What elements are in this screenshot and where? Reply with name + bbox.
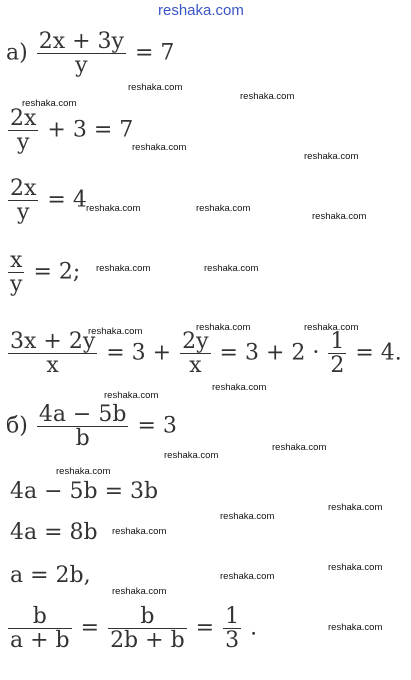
numerator: 4a − 5b	[38, 402, 127, 427]
fraction	[8, 249, 24, 296]
watermark: reshaka.com	[240, 91, 295, 102]
numerator: 3x + 2y	[10, 329, 96, 354]
watermark: reshaka.com	[112, 586, 167, 597]
part-b-eq1	[6, 403, 177, 450]
numerator: b	[8, 605, 72, 629]
rhs: = 3	[137, 413, 177, 439]
fraction	[37, 30, 126, 77]
denominator: y	[75, 53, 88, 79]
part-a-eq2	[6, 107, 133, 154]
part-a-eq3	[6, 177, 87, 224]
fraction	[328, 330, 346, 377]
numerator: 1	[330, 329, 345, 354]
result-text: .	[250, 615, 258, 641]
watermark: reshaka.com	[96, 263, 151, 274]
fraction	[223, 605, 241, 652]
rhs: + 3 = 7	[47, 117, 134, 143]
watermark: reshaka.com	[88, 326, 143, 337]
watermark: reshaka.com	[56, 466, 111, 477]
denominator: 3	[225, 628, 240, 654]
numerator: 2x	[10, 106, 37, 131]
part-b-eq5	[6, 605, 257, 652]
denominator: x	[189, 353, 202, 379]
fraction	[37, 403, 129, 450]
part-b-line3: 4a = 8b	[10, 520, 98, 545]
watermark: reshaka.com	[328, 502, 383, 513]
watermark: reshaka.com	[304, 151, 359, 162]
watermark: reshaka.com	[86, 203, 141, 214]
numerator: x	[8, 249, 24, 273]
fraction	[180, 330, 210, 377]
watermark: reshaka.com	[22, 98, 77, 109]
part-a-eq4	[6, 249, 80, 296]
denominator: y	[16, 130, 30, 156]
denominator: 2b + b	[110, 628, 185, 654]
numerator: 2x	[10, 176, 37, 201]
part-b-line4: a = 2b,	[10, 563, 91, 588]
numerator: 2x + 3y	[38, 29, 124, 54]
operator-text: =	[80, 615, 100, 641]
watermark: reshaka.com	[204, 263, 259, 274]
watermark: reshaka.com	[212, 382, 267, 393]
denominator: x	[46, 353, 59, 379]
operator-text: = 3 + 2 ·	[219, 340, 320, 366]
part-a-eq1	[6, 30, 174, 77]
rhs: = 7	[134, 40, 175, 66]
site-brand: reshaka.com	[158, 2, 244, 19]
watermark: reshaka.com	[104, 390, 159, 401]
rhs: = 4	[47, 187, 87, 213]
part-a-eq5	[6, 330, 402, 377]
numerator: b	[108, 605, 187, 629]
fraction	[8, 107, 38, 154]
watermark: reshaka.com	[312, 211, 367, 222]
numerator: 2y	[182, 329, 209, 354]
watermark: reshaka.com	[328, 622, 383, 633]
watermark: reshaka.com	[112, 526, 167, 537]
watermark: reshaka.com	[220, 571, 275, 582]
fraction	[8, 177, 38, 224]
fraction	[8, 330, 97, 377]
result-text: = 4.	[355, 340, 402, 366]
denominator: b	[75, 426, 90, 452]
watermark: reshaka.com	[220, 511, 275, 522]
fraction	[8, 605, 72, 652]
watermark: reshaka.com	[196, 322, 251, 333]
numerator: 1	[225, 604, 240, 629]
operator-text: = 3 +	[106, 340, 172, 366]
watermark: reshaka.com	[328, 562, 383, 573]
operator-text: =	[195, 615, 215, 641]
watermark: reshaka.com	[272, 442, 327, 453]
part-b-label: б)	[6, 413, 28, 439]
denominator: 2	[330, 353, 345, 379]
fraction	[108, 605, 187, 652]
watermark: reshaka.com	[196, 203, 251, 214]
part-a-label: а)	[6, 40, 28, 66]
denominator: a + b	[10, 628, 70, 654]
watermark: reshaka.com	[304, 322, 359, 333]
part-b-line2: 4a − 5b = 3b	[10, 479, 159, 504]
watermark: reshaka.com	[164, 450, 219, 461]
watermark: reshaka.com	[128, 82, 183, 93]
denominator: y	[16, 200, 30, 226]
denominator: y	[10, 272, 23, 298]
rhs: = 2;	[33, 259, 81, 285]
watermark: reshaka.com	[132, 142, 187, 153]
